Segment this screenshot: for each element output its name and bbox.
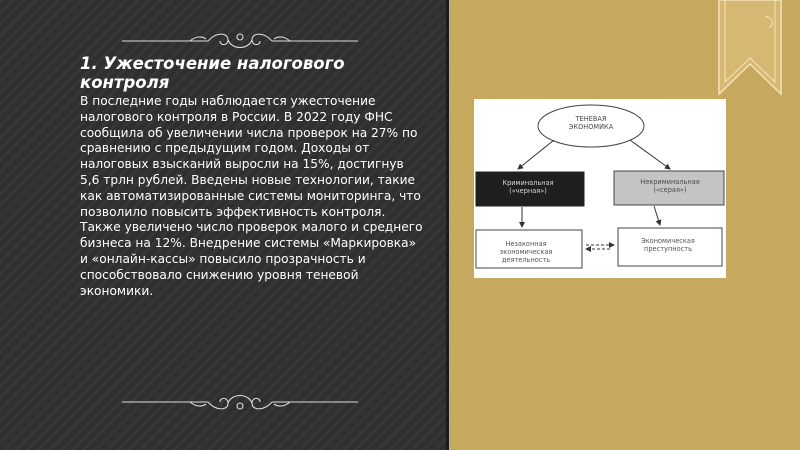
bottom-flourish-ornament bbox=[120, 389, 360, 415]
arrow-to-econ-crime bbox=[654, 206, 660, 225]
illegal-activity-label: Незаконная экономическая деятельность bbox=[499, 240, 553, 264]
non-criminal-label: Некриминальная («серая») bbox=[640, 178, 700, 194]
slide-title: 1. Ужесточение налогового контроля bbox=[80, 54, 345, 92]
top-flourish-ornament bbox=[120, 28, 360, 54]
root-label: ТЕНЕВАЯ ЭКОНОМИКА bbox=[568, 115, 614, 131]
bookmark-ribbon-icon bbox=[717, 0, 783, 96]
slide-body-text: В последние годы наблюдается ужесточение налогового контроля в России. В 2022 году ФНС сообщила об увеличении числа проверок на 27% по сравнению с предыдущим годом. Доходы от налоговых взысканий выросли на 15%, достигнув 5,6 трлн рублей. Введены новые технологии, такие как автоматизированные системы мониторинга, что позволило повысить эффективность контроля. Также увеличено число проверок малого и среднего бизнеса на 12%. Внедрение системы «Маркировка» и «онлайн-кассы» повысило прозрачность и способствовало снижению уровня теневой экономики. bbox=[80, 94, 423, 298]
arrow-to-non-criminal bbox=[630, 140, 670, 169]
economic-crime-label: Экономическая преступность bbox=[641, 237, 695, 253]
arrow-to-criminal bbox=[518, 140, 554, 169]
shadow-economy-diagram bbox=[474, 99, 726, 278]
criminal-label: Криминальная («черная») bbox=[502, 179, 554, 195]
